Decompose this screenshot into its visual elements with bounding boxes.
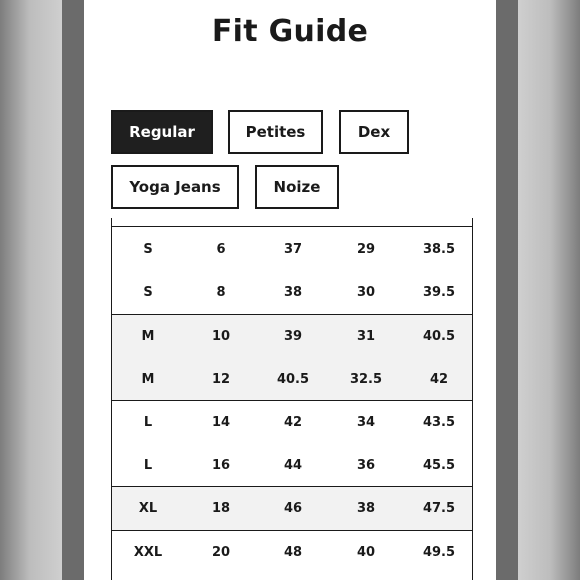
table-cell: 39 — [283, 329, 303, 344]
table-cell: 42 — [283, 415, 303, 430]
table-cell: 38.5 — [422, 242, 456, 257]
table-cell: 40 — [356, 545, 376, 560]
table-cell: 16 — [211, 458, 231, 473]
table-cell: M — [141, 329, 155, 344]
table-cell: 10 — [211, 329, 231, 344]
table-cell: 12 — [211, 372, 231, 387]
table-cell: 6 — [216, 242, 226, 257]
table-cell: 43.5 — [422, 415, 456, 430]
fit-guide-panel — [84, 0, 496, 580]
size-group-m — [112, 314, 472, 400]
table-cell: 36 — [356, 458, 376, 473]
table-cell: 38 — [283, 285, 303, 300]
table-row — [112, 271, 472, 314]
table-cell: 34 — [356, 415, 376, 430]
size-group-s — [112, 228, 472, 314]
size-group-l — [112, 400, 472, 486]
tab-yoga-jeans[interactable]: Yoga Jeans — [111, 165, 239, 209]
table-cell: 39.5 — [422, 285, 456, 300]
table-row — [112, 315, 472, 358]
table-cell: 45.5 — [422, 458, 456, 473]
table-cell: 46 — [283, 501, 303, 516]
table-cell: L — [143, 415, 153, 430]
tab-regular[interactable]: Regular — [111, 110, 213, 154]
page-title: Fit Guide — [211, 14, 369, 49]
size-group-xl — [112, 486, 472, 530]
table-cell: 44 — [283, 458, 303, 473]
table-row — [112, 444, 472, 487]
table-row — [112, 358, 472, 401]
tab-dex[interactable]: Dex — [339, 110, 409, 154]
table-row — [112, 401, 472, 444]
table-cell: 8 — [216, 285, 226, 300]
table-cell: XXL — [133, 545, 163, 560]
tab-petites[interactable]: Petites — [228, 110, 323, 154]
table-cell: 49.5 — [422, 545, 456, 560]
table-top-divider — [112, 226, 472, 227]
table-cell: 38 — [356, 501, 376, 516]
table-cell: S — [143, 242, 153, 257]
table-cell: 14 — [211, 415, 231, 430]
table-cell: L — [143, 458, 153, 473]
table-cell: 42 — [429, 372, 449, 387]
table-cell: 40.5 — [276, 372, 310, 387]
table-cell: 18 — [211, 501, 231, 516]
table-cell: 20 — [211, 545, 231, 560]
size-table — [111, 218, 473, 580]
table-cell: 31 — [356, 329, 376, 344]
table-cell: XL — [138, 501, 158, 516]
table-row — [112, 228, 472, 271]
table-cell: 29 — [356, 242, 376, 257]
left-frame-band — [62, 0, 84, 580]
table-cell: M — [141, 372, 155, 387]
table-row — [112, 487, 472, 530]
table-cell: 37 — [283, 242, 303, 257]
size-group-xxl — [112, 530, 472, 580]
table-cell: 32.5 — [349, 372, 383, 387]
right-frame-band — [496, 0, 518, 580]
table-cell: 40.5 — [422, 329, 456, 344]
table-cell: 48 — [283, 545, 303, 560]
table-cell: 30 — [356, 285, 376, 300]
table-cell: S — [143, 285, 153, 300]
tab-noize[interactable]: Noize — [255, 165, 339, 209]
table-cell: 47.5 — [422, 501, 456, 516]
table-row — [112, 531, 472, 574]
